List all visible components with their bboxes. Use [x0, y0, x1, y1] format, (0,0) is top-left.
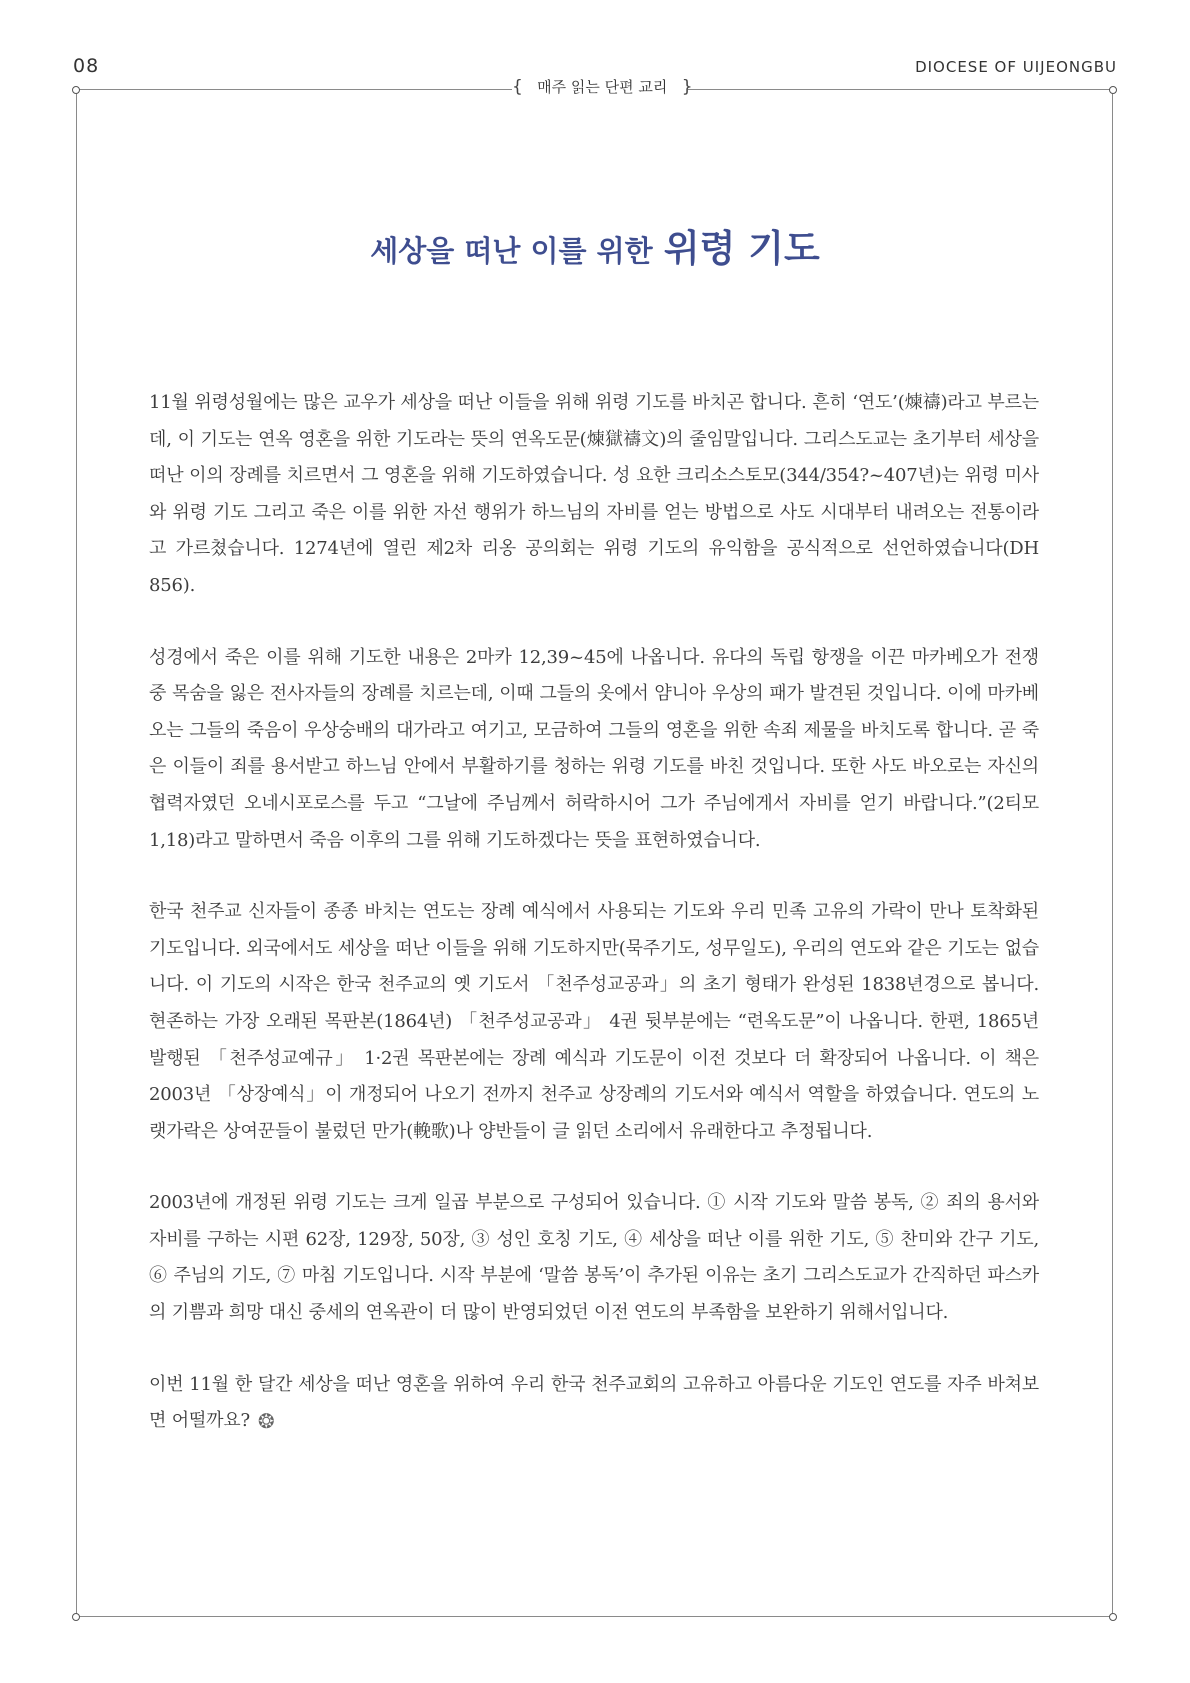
paragraph-5-text: 이번 11월 한 달간 세상을 떠난 영혼을 위하여 우리 한국 천주교회의 고유하고 아름다운 기도인 연도를 자주 바쳐보면 어떨까요? — [149, 1373, 1039, 1432]
paragraph-4: 2003년에 개정된 위령 기도는 크게 일곱 부분으로 구성되어 있습니다. ① 시작 기도와 말씀 봉독, ② 죄의 용서와 자비를 구하는 시편 62장, 129장, 50장, ③ 성인 호칭 기도, ④ 세상을 떠난 이를 위한 기도, ⑤ 찬미와 간구 기도, ⑥ 주님의 기도, ⑦ 마침 기도입니다. 시작 부분에 ‘말씀 봉독’이 추가된 이유는 초기 그리스도교가 간직하던 파스카의 기쁨과 희망 대신 중세의 연옥관이 더 많이 반영되었던 이전 연도의 부족함을 보완하기 위해서입니다. — [149, 1192, 1039, 1324]
paragraph-2: 성경에서 죽은 이를 위해 기도한 내용은 2마카 12,39~45에 나옵니다. 유다의 독립 항쟁을 이끈 마카베오가 전쟁 중 목숨을 잃은 전사자들의 장례를 치르는데, 이때 그들의 옷에서 얌니아 우상의 패가 발견된 것입니다. 이에 마카베오는 그들의 죽음이 우상숭배의 대가라고 여기고, 모금하여 그들의 영혼을 위한 속죄 제물을 바치도록 합니다. 곧 죽은 이들이 죄를 용서받고 하느님 안에서 부활하기를 청하는 위령 기도를 바친 것입니다. 또한 사도 바오로는 자신의 협력자였던 오네시포로스를 두고 “그날에 주님께서 허락하시어 그가 주님에게서 자비를 얻기 바랍니다.”(2티모 1,18)라고 말하면서 죽음 이후의 그를 위해 기도하겠다는 뜻을 표현하였습니다. — [149, 646, 1039, 851]
series-title-text: 매주 읽는 단편 교리 — [537, 78, 668, 96]
brace-open: { — [512, 77, 523, 97]
corner-dot-bottom-left — [72, 1613, 80, 1621]
brace-close: } — [681, 77, 693, 97]
paragraph-5 — [149, 1367, 1039, 1440]
paragraph-1: 11월 위령성월에는 많은 교우가 세상을 떠난 이들을 위해 위령 기도를 바치곤 합니다. 흔히 ‘연도’(煉禱)라고 부르는데, 이 기도는 연옥 영혼을 위한 기도라는 뜻의 연옥도문(煉獄禱文)의 줄임말입니다. 그리스도교는 초기부터 세상을 떠난 이의 장례를 치르면서 그 영혼을 위해 기도하였습니다. 성 요한 크리소스토모(344/354?~407년)는 위령 미사와 위령 기도 그리고 죽은 이를 위한 자선 행위가 하느님의 자비를 얻는 방법으로 사도 시대부터 내려오는 전통이라고 가르쳤습니다. 1274년에 열린 제2차 리옹 공의회는 위령 기도의 유익함을 공식적으로 선언하였습니다(DH 856). — [149, 392, 1039, 596]
corner-dot-top-right — [1109, 86, 1117, 94]
page-number: 08 — [73, 55, 100, 77]
article-body — [149, 385, 1039, 1475]
article-title — [0, 218, 1190, 272]
article-title-large: 위령 기도 — [663, 226, 820, 270]
corner-dot-bottom-right — [1109, 1613, 1117, 1621]
corner-dot-top-left — [72, 86, 80, 94]
article-title-small: 세상을 떠난 이를 위한 — [370, 234, 653, 268]
end-ornament-icon: ❂ — [257, 1409, 275, 1434]
paragraph-3: 한국 천주교 신자들이 종종 바치는 연도는 장례 예식에서 사용되는 기도와 우리 민족 고유의 가락이 만나 토착화된 기도입니다. 외국에서도 세상을 떠난 이들을 위해 기도하지만(묵주기도, 성무일도), 우리의 연도와 같은 기도는 없습니다. 이 기도의 시작은 한국 천주교의 옛 기도서 「천주성교공과」의 초기 형태가 완성된 1838년경으로 봅니다. 현존하는 가장 오래된 목판본(1864년) 「천주성교공과」 4권 뒷부분에는 “련옥도문”이 나옵니다. 한편, 1865년 발행된 「천주성교예규」 1·2권 목판본에는 장례 예식과 기도문이 이전 것보다 더 확장되어 나옵니다. 이 책은 2003년 「상장예식」이 개정되어 나오기 전까지 천주교 상장례의 기도서와 예식서 역할을 하였습니다. 연도의 노랫가락은 상여꾼들이 불렀던 만가(輓歌)나 양반들이 글 읽던 소리에서 유래한다고 추정됩니다. — [149, 901, 1039, 1142]
publisher-name: DIOCESE OF UIJEONGBU — [915, 58, 1117, 76]
